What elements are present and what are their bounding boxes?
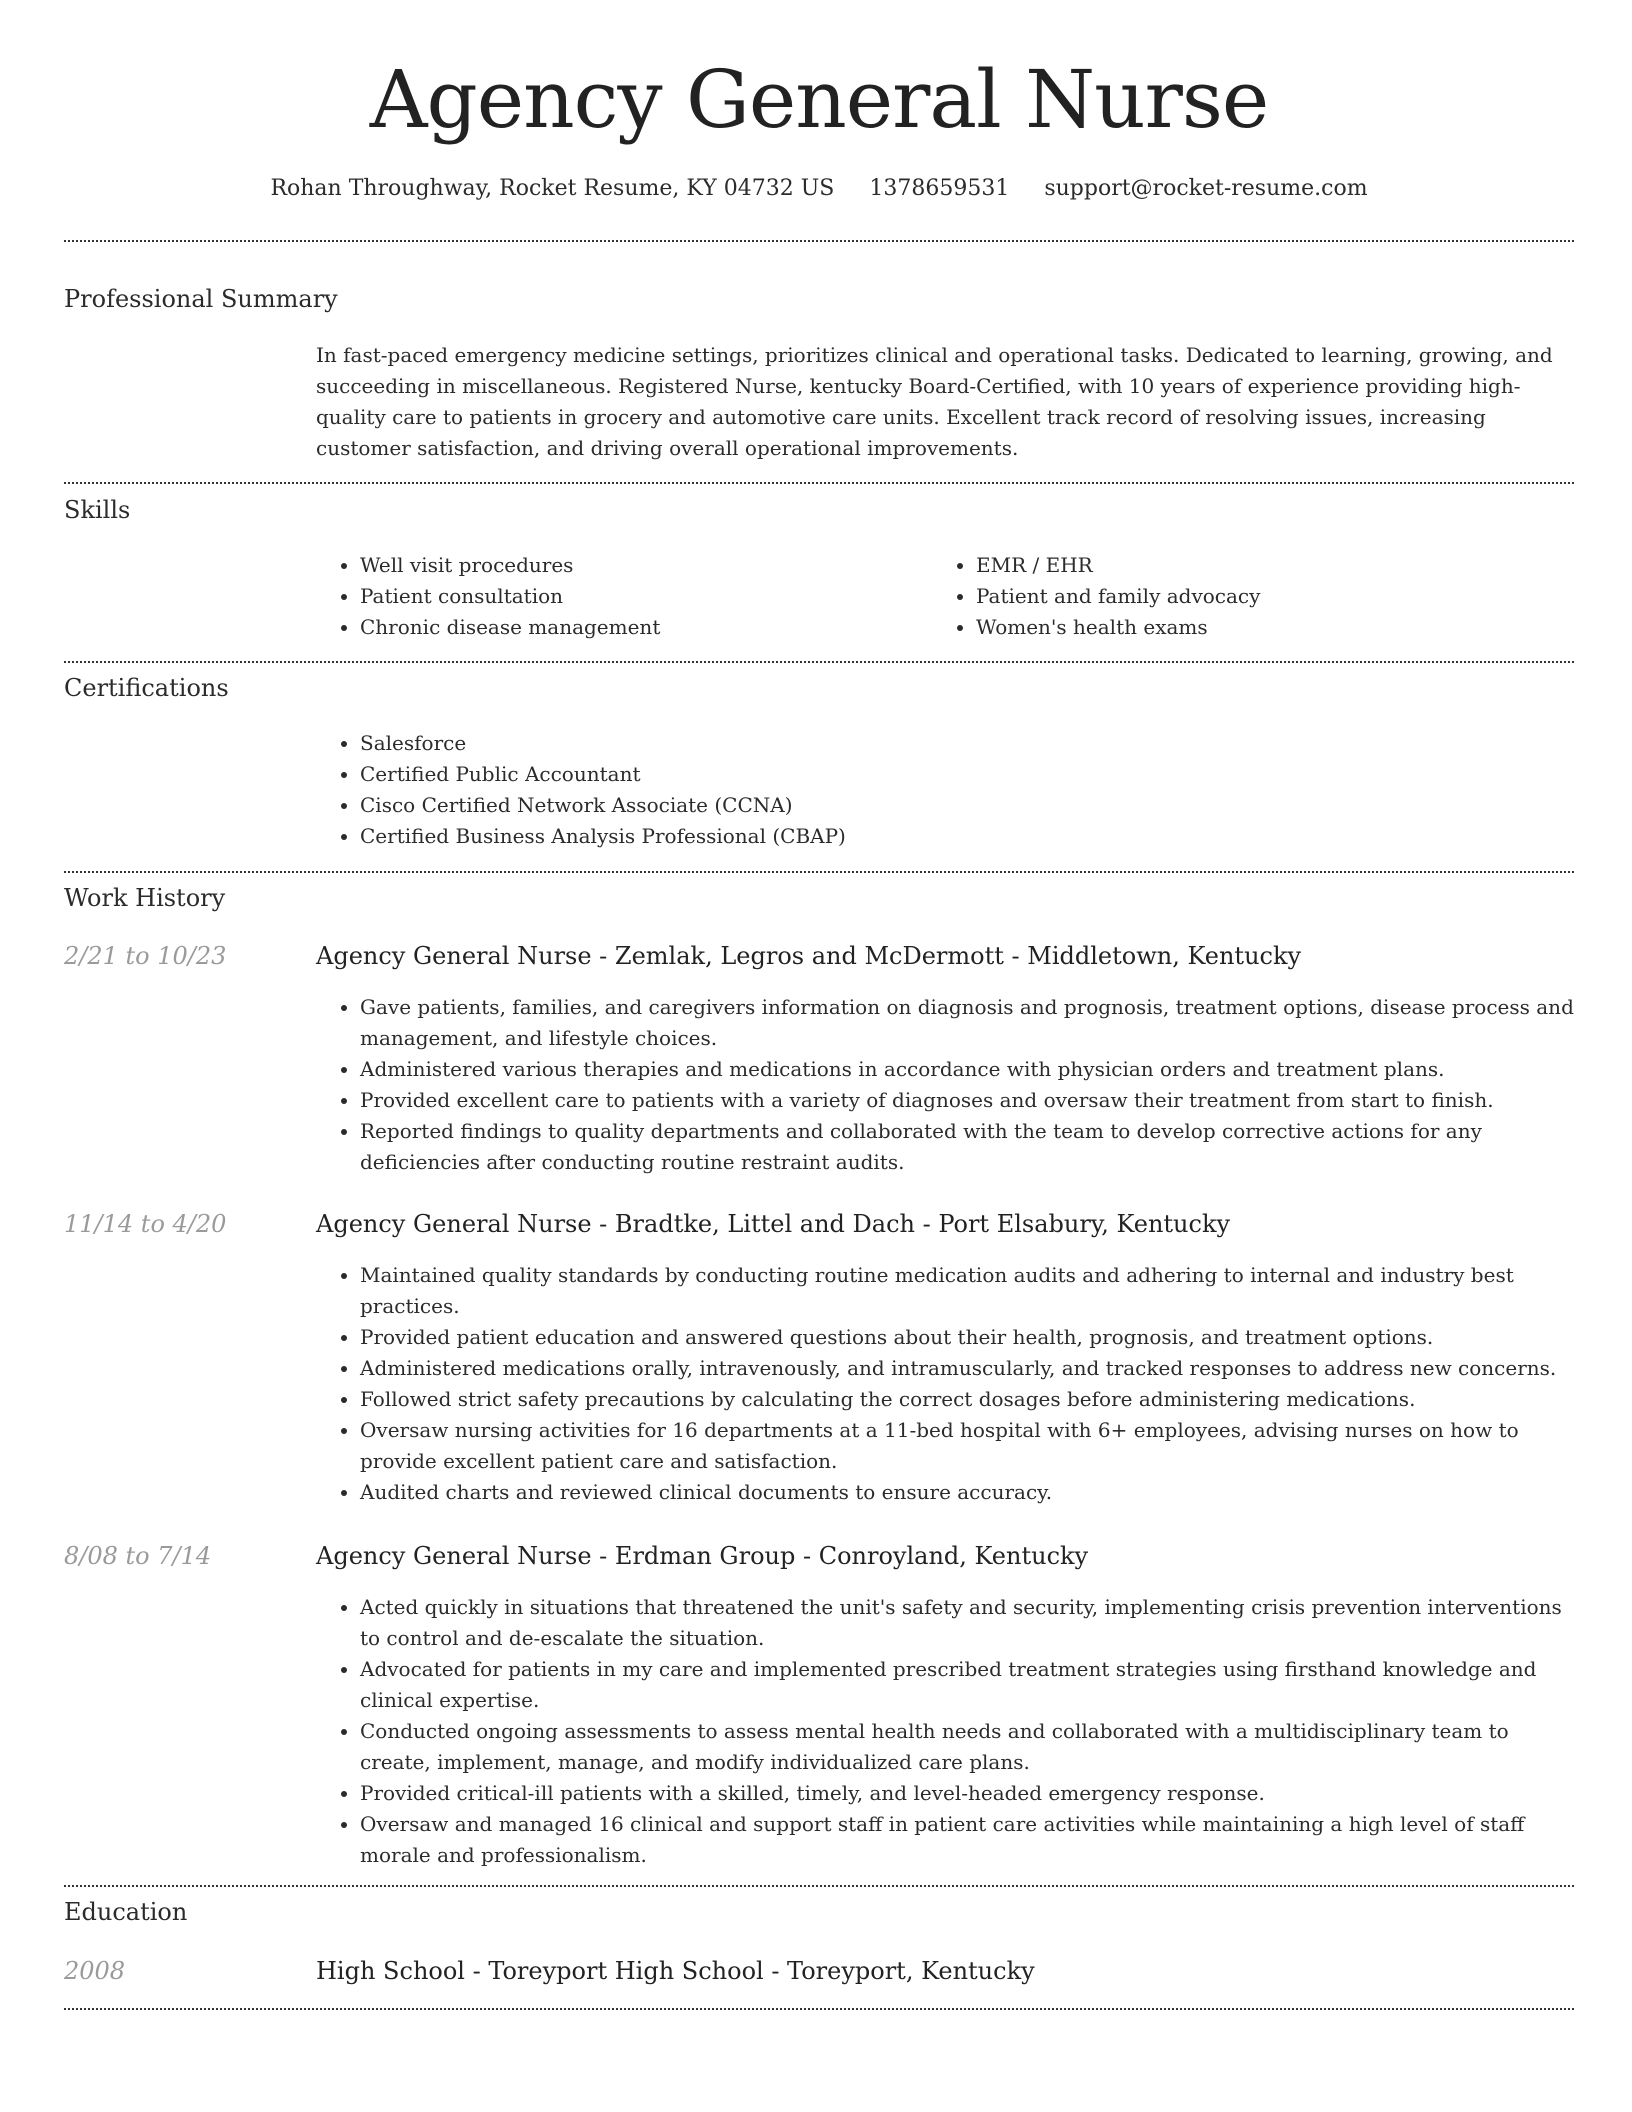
education-date: 2008 xyxy=(64,1957,126,1985)
job-bullet: • Reported findings to quality departments and collaborated with the team to develop corrective actions for any deficiencies after conducting routine restraint audits. xyxy=(360,1116,1574,1178)
certification-item: • Salesforce xyxy=(360,728,1574,759)
contact-address: Rohan Throughway, Rocket Resume, KY 04732 US xyxy=(270,176,835,201)
section-divider xyxy=(64,482,1574,484)
job-title: Agency General Nurse - Erdman Group - Conroyland, Kentucky xyxy=(316,1542,1089,1570)
certification-item: • Cisco Certified Network Associate (CCNA) xyxy=(360,790,1574,821)
job-bullets xyxy=(316,1592,1574,1871)
job-bullet: • Gave patients, families, and caregivers information on diagnosis and prognosis, treatment options, disease process and management, and lifestyle choices. xyxy=(360,992,1574,1054)
job-bullet: • Acted quickly in situations that threatened the unit's safety and security, implementing crisis prevention interventions to control and de-escalate the situation. xyxy=(360,1592,1574,1654)
certification-item: • Certified Business Analysis Professional (CBAP) xyxy=(360,821,1574,852)
section-divider xyxy=(64,2008,1574,2010)
work-heading: Work History xyxy=(64,884,226,912)
contact-email: support@rocket-resume.com xyxy=(1044,176,1368,201)
job-bullet: • Followed strict safety precautions by calculating the correct dosages before administering medications. xyxy=(360,1384,1574,1415)
section-divider xyxy=(64,661,1574,663)
job-dates: 8/08 to 7/14 xyxy=(64,1542,212,1570)
contact-phone: 1378659531 xyxy=(869,176,1010,201)
job-bullet: • Administered various therapies and medications in accordance with physician orders and treatment plans. xyxy=(360,1054,1574,1085)
certifications-list xyxy=(316,728,1574,852)
skill-item: • Well visit procedures xyxy=(360,550,930,581)
job-bullet: • Oversaw nursing activities for 16 departments at a 11-bed hospital with 6+ employees, advising nurses on how to provide excellent patient care and satisfaction. xyxy=(360,1415,1574,1477)
skills-list-right xyxy=(932,550,1566,643)
certification-item: • Certified Public Accountant xyxy=(360,759,1574,790)
skill-item: • Women's health exams xyxy=(976,612,1566,643)
contact-line xyxy=(64,174,1574,204)
job-bullet: • Provided critical-ill patients with a skilled, timely, and level-headed emergency response. xyxy=(360,1778,1574,1809)
section-divider xyxy=(64,240,1574,242)
skill-item: • EMR / EHR xyxy=(976,550,1566,581)
section-divider xyxy=(64,1885,1574,1887)
skill-item: • Patient and family advocacy xyxy=(976,581,1566,612)
job-title: Agency General Nurse - Zemlak, Legros and McDermott - Middletown, Kentucky xyxy=(316,942,1302,970)
skill-item: • Patient consultation xyxy=(360,581,930,612)
candidate-name: Agency General Nurse xyxy=(369,53,1269,146)
skills-list-left xyxy=(316,550,930,643)
job-bullet: • Advocated for patients in my care and implemented prescribed treatment strategies using firsthand knowledge and clinical expertise. xyxy=(360,1654,1574,1716)
job-bullets xyxy=(316,992,1574,1178)
education-entry: High School - Toreyport High School - Toreyport, Kentucky xyxy=(316,1957,1035,1985)
job-dates: 11/14 to 4/20 xyxy=(64,1210,227,1238)
job-title: Agency General Nurse - Bradtke, Littel and Dach - Port Elsabury, Kentucky xyxy=(316,1210,1231,1238)
job-dates: 2/21 to 10/23 xyxy=(64,942,227,970)
job-bullet: • Administered medications orally, intravenously, and intramuscularly, and tracked responses to address new concerns. xyxy=(360,1353,1574,1384)
skills-heading: Skills xyxy=(64,496,131,524)
job-bullet: • Conducted ongoing assessments to assess mental health needs and collaborated with a multidisciplinary team to create, implement, manage, and modify individualized care plans. xyxy=(360,1716,1574,1778)
job-bullet: • Maintained quality standards by conducting routine medication audits and adhering to internal and industry best practices. xyxy=(360,1260,1574,1322)
summary-text: In fast-paced emergency medicine settings, prioritizes clinical and operational tasks. Dedicated to learning, growing, and succeeding in miscellaneous. Registered Nurse, kentucky Board-Certified, with 10 years of experience providing high-quality care to patients in grocery and automotive care units. Excellent track record of resolving issues, increasing customer satisfaction, and driving overall operational improvements. xyxy=(316,343,1553,460)
section-divider xyxy=(64,871,1574,873)
job-bullet: • Provided excellent care to patients with a variety of diagnoses and oversaw their treatment from start to finish. xyxy=(360,1085,1574,1116)
job-bullet: • Oversaw and managed 16 clinical and support staff in patient care activities while maintaining a high level of staff morale and professionalism. xyxy=(360,1809,1574,1871)
certifications-heading: Certifications xyxy=(64,674,229,702)
job-bullets xyxy=(316,1260,1574,1508)
summary-heading: Professional Summary xyxy=(64,285,338,313)
job-bullet: • Provided patient education and answered questions about their health, prognosis, and treatment options. xyxy=(360,1322,1574,1353)
skill-item: • Chronic disease management xyxy=(360,612,930,643)
job-bullet: • Audited charts and reviewed clinical documents to ensure accuracy. xyxy=(360,1477,1574,1508)
education-heading: Education xyxy=(64,1898,188,1926)
